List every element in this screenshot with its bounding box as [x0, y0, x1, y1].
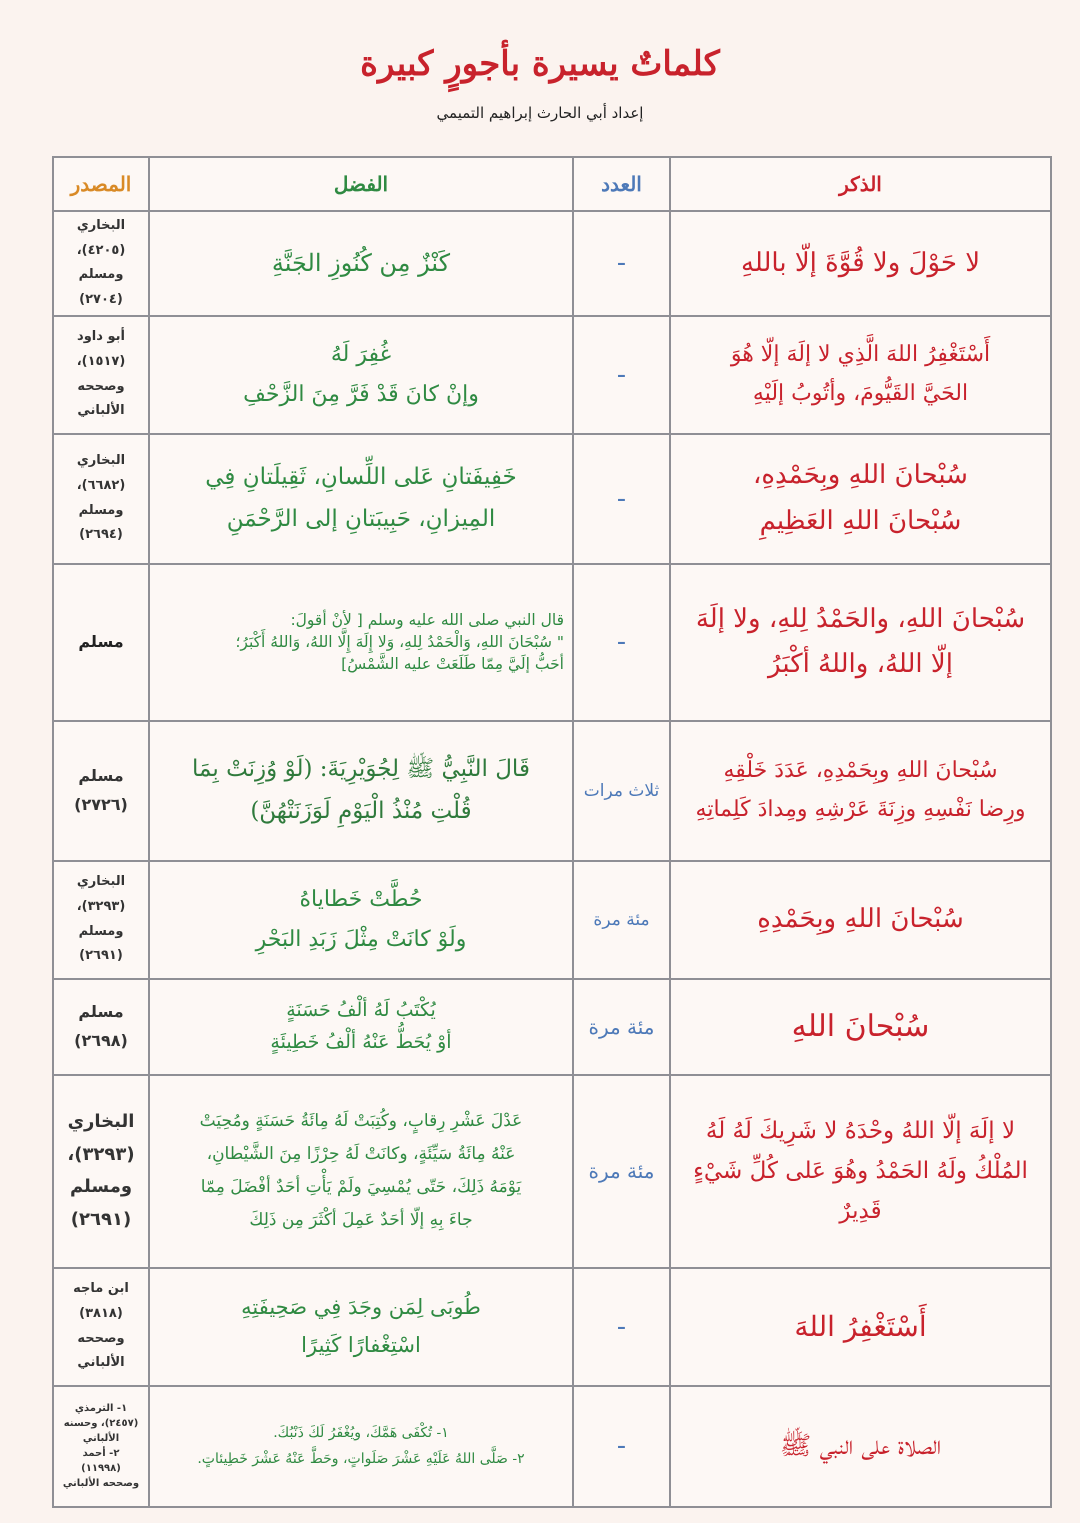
count-cell: مئة مرة: [573, 861, 670, 979]
source-text: (١١٩٩٨): [81, 1463, 121, 1475]
count-cell: -: [573, 1386, 670, 1507]
source-text: وصححه: [77, 378, 125, 394]
thikr-text: لا إلَهَ إلّا اللهُ وحْدَهُ لا شَرِيكَ لَهُ لَهُ: [705, 1117, 1016, 1144]
source-text: مسلم: [78, 631, 124, 651]
fadl-text: اسْتِغْفارًا كَثِيرًا: [301, 1332, 421, 1357]
thikr-text: سُبْحانَ اللهِ: [791, 1008, 930, 1044]
source-cell: [53, 1268, 149, 1386]
thikr-text: سُبْحانَ اللهِ وبِحَمْدِهِ، عَدَدَ خَلْقِهِ: [723, 758, 998, 784]
fadl-text: طُوبَى لِمَن وجَدَ فِي صَحِيفَتِهِ: [241, 1294, 481, 1319]
thikr-cell: [670, 1386, 1051, 1507]
source-text: (٣٢٩٣)،: [67, 1143, 135, 1165]
source-cell: [53, 316, 149, 434]
thikr-cell: [670, 721, 1051, 861]
source-text: (٢٦٩٤): [79, 527, 123, 543]
thikr-text: أَسْتَغْفِرُ اللهَ الَّذِي لا إلَهَ إلّا هُوَ: [730, 342, 991, 368]
source-text: (٢٦٩١): [70, 1208, 132, 1230]
table-row: [53, 721, 1051, 861]
thikr-text: الصلاة على النبي ﷺ: [779, 1430, 942, 1461]
table-row: [53, 979, 1051, 1075]
source-text: (٢٤٥٧)، وحسنه: [63, 1418, 139, 1430]
thikr-text: الحَيَّ القَيُّومَ، وأتُوبُ إلَيْهِ: [752, 380, 969, 406]
source-text: البخاري: [76, 453, 126, 469]
count-cell: -: [573, 316, 670, 434]
thikr-cell: [670, 316, 1051, 434]
source-text: الألباني: [77, 1355, 125, 1371]
thikr-text: سُبْحانَ اللهِ وبِحَمْدِهِ: [757, 904, 964, 934]
fadl-cell: [149, 211, 573, 316]
source-text: وصححه الألباني: [62, 1478, 140, 1490]
fadl-text: يُكْتَبُ لَهُ ألْفُ حَسَنَةٍ: [286, 999, 436, 1022]
adhkar-table: [52, 156, 1052, 1508]
thikr-text: سُبْحانَ اللهِ، والحَمْدُ لِلهِ، ولا إلَهَ: [695, 603, 1026, 634]
source-cell: [53, 1386, 149, 1507]
fadl-text: قال النبي صلى الله عليه وسلم [ لأنْ أقولَ:: [290, 610, 564, 629]
column-header-count: العدد: [573, 157, 670, 211]
source-text: ومسلم: [78, 502, 124, 518]
thikr-text: لا حَوْلَ ولا قُوَّةَ إلّا باللهِ: [740, 247, 981, 278]
fadl-cell: [149, 564, 573, 721]
count-cell: مئة مرة: [573, 1075, 670, 1268]
fadl-text: حُطَّتْ خَطاياهُ: [299, 887, 423, 913]
source-text: (٣٢٩٣)،: [76, 899, 126, 915]
source-text: مسلم: [78, 765, 124, 785]
table-row: [53, 434, 1051, 564]
source-cell: [53, 721, 149, 861]
source-text: (٣٨١٨): [79, 1306, 123, 1322]
table-row: [53, 1268, 1051, 1386]
table-header-row: [53, 157, 1051, 211]
source-text: ١- الترمذي: [74, 1403, 128, 1415]
thikr-text: أَسْتَغْفِرُ اللهَ: [794, 1310, 927, 1344]
table-row: [53, 1075, 1051, 1268]
fadl-text: ١- تُكْفَى هَمَّكَ، ويُغْفَرُ لَكَ ذَنْبُكَ.: [273, 1424, 449, 1441]
source-text: (٦٦٨٢)،: [76, 478, 126, 494]
source-cell: [53, 211, 149, 316]
source-cell: [53, 861, 149, 979]
source-text: (١٥١٧)،: [76, 354, 126, 370]
fadl-text: ولَوْ كانَتْ مِثْلَ زَبَدِ البَحْرِ: [255, 926, 467, 952]
column-header-fadl: الفضل: [149, 157, 573, 211]
thikr-text: سُبْحانَ اللهِ وبِحَمْدِهِ،: [753, 460, 968, 491]
column-header-source: المصدر: [53, 157, 149, 211]
source-cell: [53, 434, 149, 564]
fadl-text: المِيزانِ، حَبِيبَتانِ إلى الرَّحْمَنِ: [226, 505, 496, 532]
fadl-cell: [149, 979, 573, 1075]
fadl-cell: [149, 721, 573, 861]
count-cell: -: [573, 564, 670, 721]
fadl-text: أوْ يُحَطُّ عَنْهُ ألْفُ خَطِيئَةٍ: [270, 1030, 452, 1053]
fadl-text: قَالَ النَّبِيُّ ﷺ لِجُوَيْرِيَةَ: (لَوْ وُزِنَتْ بِمَا: [192, 756, 530, 783]
fadl-cell: [149, 1268, 573, 1386]
source-text: ٢- أحمد: [82, 1448, 120, 1460]
thikr-cell: [670, 979, 1051, 1075]
fadl-cell: [149, 1075, 573, 1268]
fadl-text: عَدْلَ عَشْرِ رِقابٍ، وكُتِبَتْ لَهُ مِائَةُ حَسَنَةٍ ومُحِيَتْ: [199, 1110, 523, 1131]
source-text: (٢٦٩١): [79, 948, 123, 964]
count-cell: مئة مرة: [573, 979, 670, 1075]
count-cell: ثلاث مرات: [573, 721, 670, 861]
source-cell: [53, 1075, 149, 1268]
fadl-text: غُفِرَ لَهُ: [330, 342, 392, 368]
source-text: الألباني: [82, 1433, 120, 1445]
source-text: الألباني: [77, 403, 125, 419]
thikr-text: قَدِيرٌ: [839, 1198, 882, 1225]
source-text: ابن ماجه: [73, 1281, 129, 1297]
fadl-text: جاءَ بِهِ إلّا أحَدٌ عَمِلَ أكْثَرَ مِن ذَلِكَ: [249, 1210, 473, 1231]
thikr-cell: [670, 861, 1051, 979]
source-cell: [53, 979, 149, 1075]
source-text: وصححه: [77, 1330, 125, 1346]
fadl-text: يَوْمَهُ ذَلِكَ، حَتّى يُمْسِيَ ولَمْ يَأْتِ أحَدٌ أفْضَلَ مِمّا: [200, 1177, 522, 1198]
count-cell: -: [573, 211, 670, 316]
count-cell: -: [573, 434, 670, 564]
source-cell: [53, 564, 149, 721]
thikr-text: المُلْكُ ولَهُ الحَمْدُ وهُوَ عَلى كُلِّ شَيْءٍ: [693, 1158, 1028, 1185]
column-header-thikr: الذكر: [670, 157, 1051, 211]
fadl-text: عَنْهُ مِائَةُ سَيِّئَةٍ، وكانَتْ لَهُ حِرْزًا مِنَ الشَّيْطانِ،: [206, 1144, 516, 1165]
source-text: البخاري: [76, 218, 126, 233]
thikr-cell: [670, 564, 1051, 721]
thikr-text: ورِضا نَفْسِهِ وزِنَةَ عَرْشِهِ ومِدادَ كَلِماتِهِ: [695, 796, 1026, 822]
thikr-cell: [670, 1075, 1051, 1268]
fadl-text: " سُبْحَانَ اللهِ، وَالْحَمْدُ لِلهِ، وَلا إِلَهَ إِلَّا اللهُ، وَاللهُ أَكْبَرُ؛: [235, 633, 564, 652]
fadl-cell: [149, 861, 573, 979]
thikr-cell: [670, 1268, 1051, 1386]
thikr-cell: [670, 434, 1051, 564]
fadl-cell: [149, 316, 573, 434]
table-row: [53, 861, 1051, 979]
source-text: البخاري: [76, 874, 126, 890]
source-text: أبو داود: [77, 329, 125, 345]
thikr-text: سُبْحانَ اللهِ العَظِيمِ: [759, 505, 962, 536]
source-text: (٤٢٠٥)،: [76, 242, 126, 258]
thikr-cell: [670, 211, 1051, 316]
thikr-text: إلّا اللهُ، واللهُ أكْبَرُ: [768, 649, 953, 680]
source-text: البخاري: [67, 1111, 135, 1133]
page-title: كلماتٌ يسيرة بأجورٍ كبيرة: [360, 44, 720, 84]
source-text: ومسلم: [78, 267, 124, 283]
page-subtitle: إعداد أبي الحارث إبراهيم التميمي: [436, 104, 644, 122]
table-row: [53, 316, 1051, 434]
source-text: (٢٦٩٨): [74, 1030, 128, 1050]
source-text: (٢٧٠٤): [79, 292, 123, 308]
fadl-cell: [149, 434, 573, 564]
source-text: ومسلم: [69, 1176, 133, 1198]
fadl-text: كَنْزٌ مِن كُنُوزِ الجَنَّةِ: [271, 248, 451, 277]
fadl-cell: [149, 1386, 573, 1507]
table-row: [53, 564, 1051, 721]
count-cell: -: [573, 1268, 670, 1386]
fadl-text: خَفِيفَتانِ عَلى اللِّسانِ، ثَقِيلَتانِ فِي: [205, 464, 517, 491]
table-row: [53, 211, 1051, 316]
fadl-text: ٢- صَلَّى اللهُ عَلَيْهِ عَشْرَ صَلَواتٍ، وحَطَّ عَنْهُ عَشْرَ خَطِيئاتٍ.: [197, 1451, 525, 1468]
table-row: [53, 1386, 1051, 1507]
fadl-text: قُلْتِ مُنْذُ الْيَوْمِ لَوَزَنَتْهُنَّ): [250, 797, 472, 824]
fadl-text: أحَبُّ إلَيَّ مِمّا طَلَعَتْ عليه الشَّمْسُ]: [341, 655, 564, 674]
source-text: (٢٧٢٦): [74, 794, 128, 814]
source-text: مسلم: [78, 1001, 124, 1021]
fadl-text: وإنْ كانَ قَدْ فَرَّ مِنَ الزَّحْفِ: [243, 381, 479, 407]
source-text: ومسلم: [78, 923, 124, 939]
